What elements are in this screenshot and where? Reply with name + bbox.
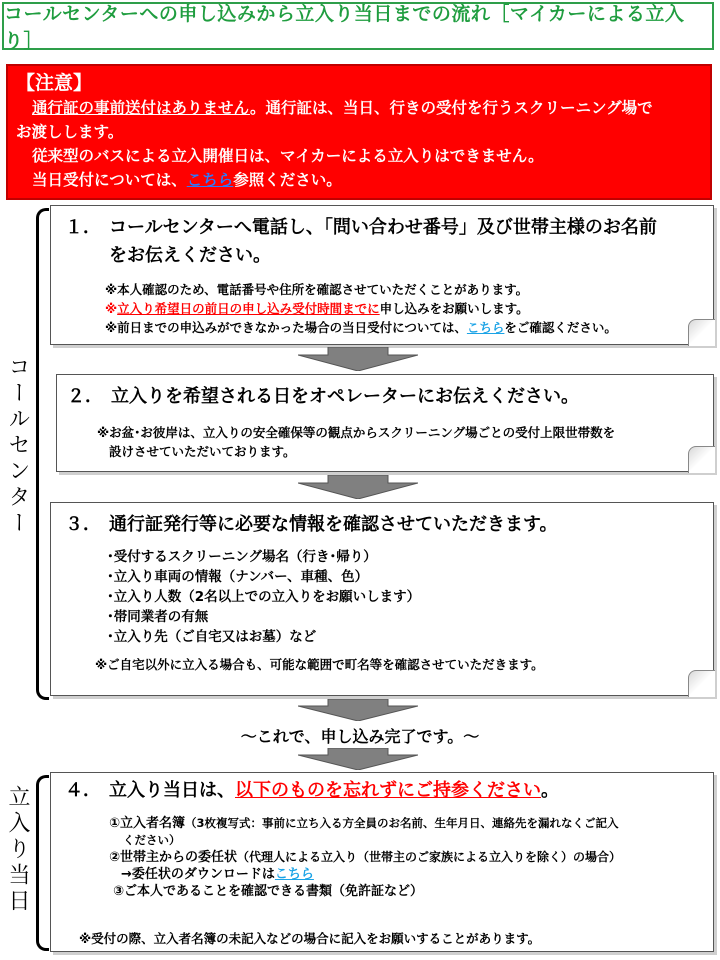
step-3-number: ３． xyxy=(65,514,101,535)
notice-line-4: 当日受付については、こちら参照ください。 xyxy=(32,171,342,189)
entry-day-label: 立入り当日 xyxy=(5,785,30,915)
notice-box xyxy=(6,64,712,200)
step-4-item-1-cont: ください） xyxy=(123,833,181,847)
notice-line-2: お渡しします。 xyxy=(16,123,124,141)
notice-same-day-link[interactable]: こちら xyxy=(186,171,234,189)
proxy-form-download-link[interactable]: こちら xyxy=(274,867,314,882)
step-1-title: コールセンターへ電話し、「問い合わせ番号」及び世帯主様のお名前 xyxy=(109,217,657,238)
step-1-same-day-link[interactable]: こちら xyxy=(466,320,505,335)
step-4-download: →委任状のダウンロードはこちら xyxy=(121,867,314,882)
step-2-number: ２． xyxy=(67,386,103,407)
down-arrow-4 xyxy=(298,748,418,770)
step-1-note-3: ※前日までの申込みができなかった場合の当日受付については、こちらをご確認ください。 xyxy=(105,320,617,335)
page-curl xyxy=(688,446,715,473)
down-arrow-1 xyxy=(298,347,418,371)
call-center-label: コールセンター xyxy=(5,355,30,537)
step-2-note-2: 設けさせていただいております。 xyxy=(109,444,296,459)
step-3-item: ･立入り先（ご自宅又はお墓）など xyxy=(107,629,317,645)
step-3-item: ･立入り車両の情報（ナンバー、車種、色） xyxy=(107,569,369,585)
page-curl xyxy=(688,670,715,697)
notice-line-1: 通行証の事前送付はありません。通行証は、当日、行きの受付を行うスクリーニング場で xyxy=(32,99,653,117)
call-center-bracket xyxy=(36,208,49,700)
step-1-note-1: ※本人確認のため、電話番号や住所を確認させていただくことがあります。 xyxy=(105,282,529,297)
step-3-title: 通行証発行等に必要な情報を確認させていただきます。 xyxy=(109,514,558,535)
notice-heading: 【注意】 xyxy=(16,72,93,94)
step-4-item-1: ①立入者名簿（3枚複写式：事前に立ち入る方全員のお名前、生年月日、連絡先を漏れなくご記入 xyxy=(109,816,619,831)
step-1-number: １． xyxy=(65,217,101,238)
step-4-title: 立入り当日は、以下のものを忘れずにご持参ください。 xyxy=(109,780,559,801)
page-curl xyxy=(688,319,715,346)
down-arrow-3 xyxy=(298,699,418,721)
completion-message: 〜これで、申し込み完了です。〜 xyxy=(240,727,480,746)
step-3-item: ･受付するスクリーニング場名（行き･帰り） xyxy=(107,549,377,565)
step-3-item: ･帯同業者の有無 xyxy=(107,609,209,625)
step-4-box xyxy=(50,772,714,952)
step-4-item-2: ②世帯主からの委任状（代理人による立入り（世帯主のご家族による立入りを除く）の場合） xyxy=(109,850,622,865)
entry-day-bracket xyxy=(36,775,49,951)
step-1-note-2: ※立入り希望日の前日の申し込み受付時間までに申し込みをお願いします。 xyxy=(105,301,529,316)
notice-line-3: 従来型のバスによる立入開催日は、マイカーによる立入りはできません。 xyxy=(32,147,544,165)
step-4-number: ４． xyxy=(65,780,101,801)
step-3-item: ･立入り人数（2名以上での立入りをお願いします） xyxy=(107,589,421,605)
step-4-note: ※受付の際、立入者名簿の未記入などの場合に記入をお願いすることがあります。 xyxy=(79,931,541,946)
step-3-box xyxy=(50,502,714,696)
down-arrow-2 xyxy=(298,475,418,499)
step-3-note: ※ご自宅以外に立入る場合も、可能な範囲で町名等を確認させていただきます。 xyxy=(95,657,544,672)
page-title: コールセンターへの申し込みから立入り当日までの流れ［マイカーによる立入り］ xyxy=(2,2,714,50)
step-2-box xyxy=(56,374,714,472)
step-4-item-3: ③ご本人であることを確認できる書類（免許証など） xyxy=(113,884,424,899)
step-2-note-1: ※お盆･お彼岸は、立入りの安全確保等の観点からスクリーニング場ごとの受付上限世帯数を xyxy=(97,425,616,440)
step-1-box xyxy=(50,205,714,345)
step-1-title-cont: をお伝えください。 xyxy=(109,245,271,266)
step-2-title: 立入りを希望される日をオペレーターにお伝えください。 xyxy=(111,386,579,407)
